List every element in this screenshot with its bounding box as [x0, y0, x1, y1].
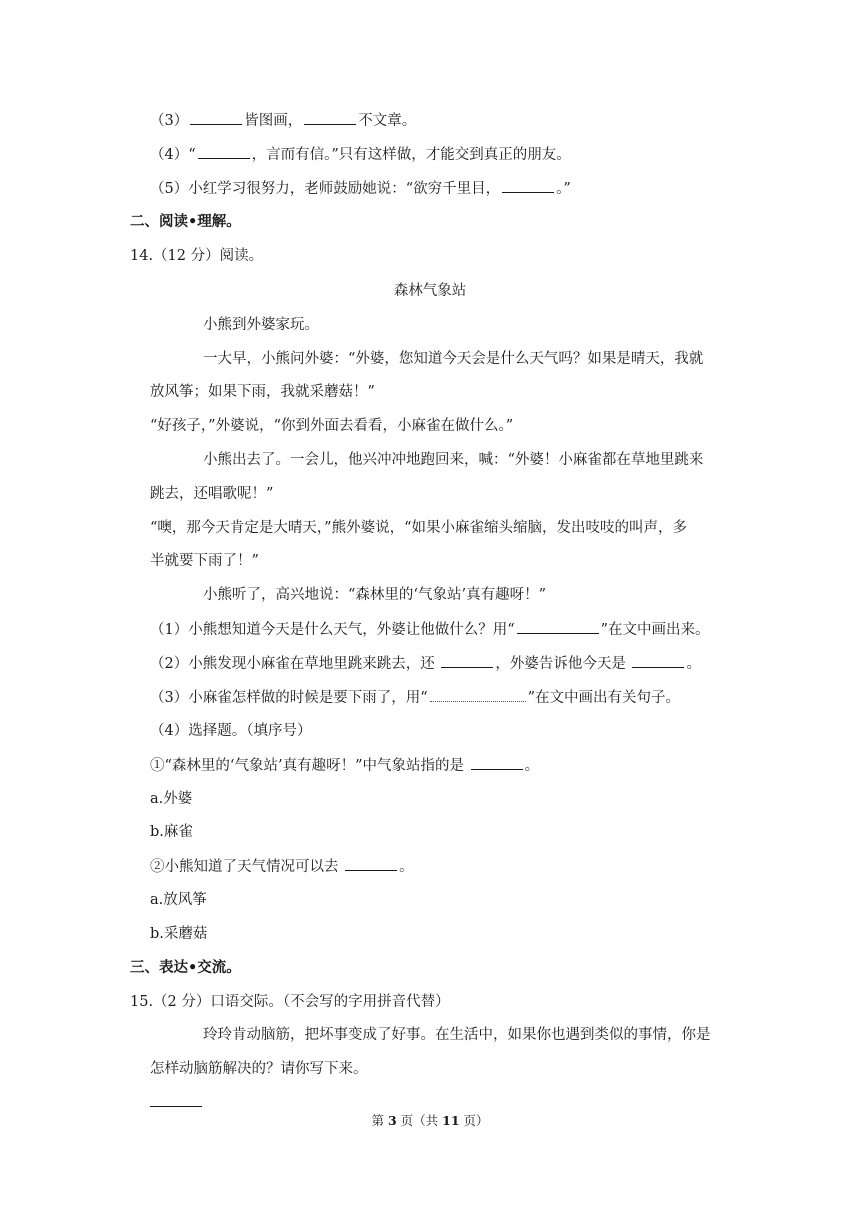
choice-option: a.外婆: [150, 791, 193, 807]
choice-option: a.放风筝: [150, 892, 207, 908]
sub-question-3: （3）小麻雀怎样做的时候是要下雨了，用“ ”在文中画出有关句子。: [150, 687, 680, 708]
answer-blank[interactable]: [502, 178, 554, 193]
story-paragraph: 小熊出去了。一会儿，他兴冲冲地跑回来，喊：“外婆！小麻雀都在草地里跳来: [203, 452, 704, 468]
answer-line[interactable]: [150, 1106, 202, 1107]
story-paragraph-cont: 半就要下雨了！”: [150, 553, 259, 569]
sub-question-2: （2）小熊发现小麻雀在草地里跳来跳去，还 ，外婆告诉他今天是 。: [150, 653, 701, 674]
choice-question-2: ②小熊知道了天气情况可以去 。: [150, 856, 414, 877]
section-heading-reading: 二、阅读•理解。: [130, 213, 241, 230]
question-15-heading: 15.（2 分）口语交际。（不会写的字用拼音代替）: [130, 994, 450, 1010]
answer-blank[interactable]: [632, 653, 684, 668]
question-14-heading: 14.（12 分）阅读。: [130, 248, 264, 264]
story-paragraph: 小熊听了，高兴地说：“森林里的‘气象站’真有趣呀！”: [203, 587, 547, 603]
question-13-3: （3） 皆图画， 不文章。: [150, 110, 416, 131]
question-15-prompt: 玲玲肯动脑筋，把坏事变成了好事。在生活中，如果你也遇到类似的事情，你是: [203, 1027, 711, 1043]
choice-option: b.麻雀: [150, 824, 193, 840]
section-heading-expression: 三、表达•交流。: [130, 959, 241, 976]
answer-blank[interactable]: [441, 653, 493, 668]
answer-blank[interactable]: [190, 110, 242, 125]
story-title: 森林气象站: [393, 283, 467, 299]
story-paragraph: “噢，那今天肯定是大晴天，”熊外婆说，“如果小麻雀缩头缩脑，发出吱吱的叫声，多: [150, 520, 687, 536]
story-paragraph: “好孩子，”外婆说，“你到外面去看看，小麻雀在做什么。”: [150, 418, 514, 434]
story-paragraph: 一大早，小熊问外婆：“外婆，您知道今天会是什么天气吗？如果是晴天，我就: [203, 351, 704, 367]
sub-question-1: （1）小熊想知道今天是什么天气，外婆让他做什么？用“ ”在文中画出来。: [150, 619, 710, 640]
question-13-5: （5）小红学习很努力，老师鼓励她说：“欲穷千里目， 。”: [150, 178, 571, 199]
question-15-prompt-cont: 怎样动脑筋解决的？请你写下来。: [150, 1061, 368, 1077]
wavy-underline-sample: [430, 687, 526, 702]
sub-question-4: （4）选择题。（填序号）: [150, 723, 312, 739]
underline-sample: [517, 619, 599, 634]
choice-option: b.采蘑菇: [150, 926, 208, 942]
page-footer: 第 3 页（共 11 页）: [371, 1113, 489, 1128]
story-paragraph: 小熊到外婆家玩。: [203, 317, 319, 333]
question-13-4: （4）“ ，言而有信。”只有这样做，才能交到真正的朋友。: [150, 144, 571, 165]
story-paragraph-cont: 跳去，还唱歌呢！”: [150, 486, 274, 502]
answer-blank[interactable]: [345, 856, 397, 871]
answer-blank[interactable]: [304, 110, 356, 125]
answer-blank[interactable]: [198, 144, 250, 159]
answer-blank[interactable]: [471, 755, 523, 770]
choice-question-1: ①“森林里的‘气象站’真有趣呀！”中气象站指的是 。: [150, 755, 539, 776]
story-paragraph-cont: 放风筝；如果下雨，我就采蘑菇！”: [150, 384, 375, 400]
